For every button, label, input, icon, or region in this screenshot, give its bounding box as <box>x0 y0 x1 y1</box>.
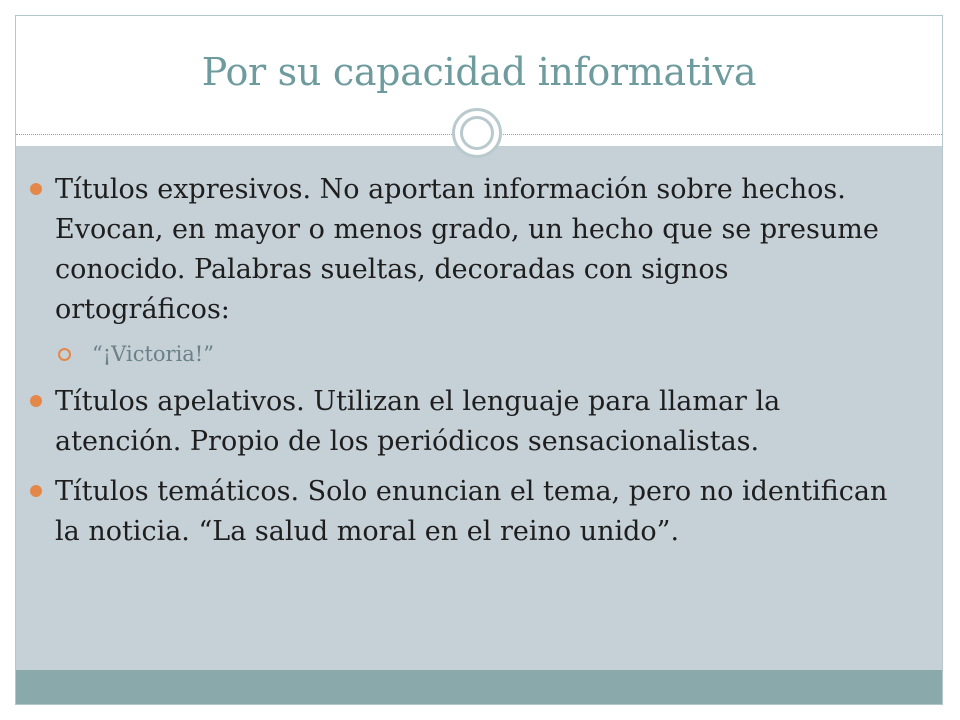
footer-bar <box>16 670 942 704</box>
hollow-circle-bullet-icon <box>58 348 71 361</box>
sub-bullet-text: “¡Victoria!” <box>92 342 214 366</box>
bullet-dot-icon <box>30 183 42 195</box>
bullet-dot-icon <box>30 395 42 407</box>
bullet-text: Títulos expresivos. No aportan información sobre hechos. Evocan, en mayor o menos grado, un hecho que se presume conocido. Palabras sueltas, decoradas con signos ortográficos: <box>55 174 879 325</box>
bullet-text: Títulos apelativos. Utilizan el lenguaje para llamar la atención. Propio de los periódicos sensacionalistas. <box>55 386 781 457</box>
double-ring-ornament-icon <box>452 108 502 158</box>
bullet-text: Títulos temáticos. Solo enuncian el tema, pero no identifican la noticia. “La salud moral en el reino unido”. <box>55 476 888 547</box>
bullet-item-apelativos <box>30 382 900 462</box>
bullet-item-tematicos <box>30 472 900 552</box>
bullet-list <box>30 170 900 562</box>
sub-bullet-item <box>30 340 900 368</box>
slide-title: Por su capacidad informativa <box>201 50 757 94</box>
bullet-dot-icon <box>30 485 42 497</box>
bullet-item-expresivos <box>30 170 900 330</box>
